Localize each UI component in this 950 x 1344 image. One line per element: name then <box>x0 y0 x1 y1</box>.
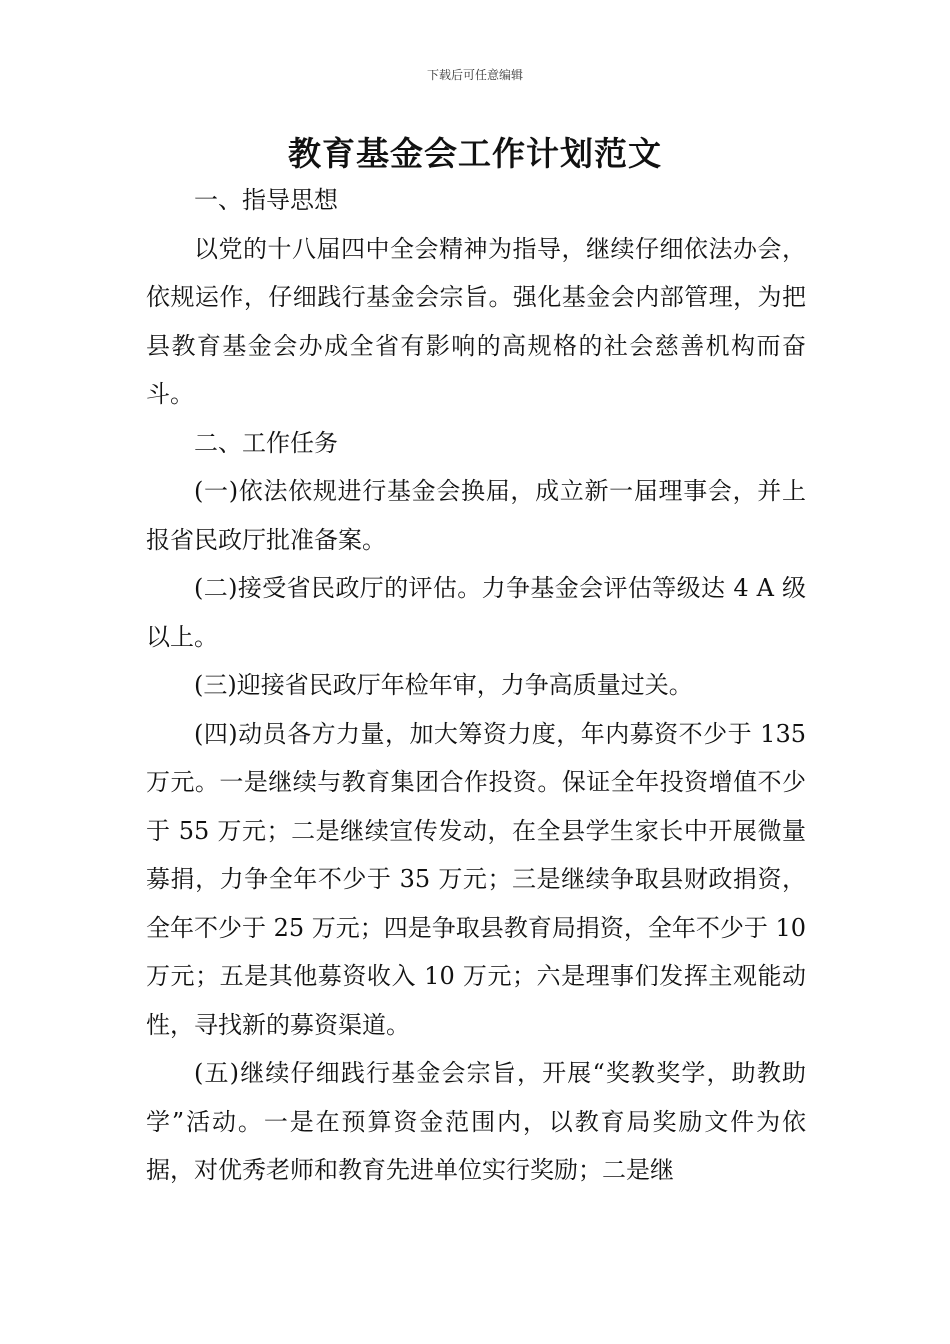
paragraph-task-3: (三)迎接省民政厅年检年审，力争高质量过关。 <box>194 671 693 699</box>
section-heading-guiding-ideology: 一、指导思想 <box>194 186 338 214</box>
document-body <box>146 176 806 1195</box>
paragraph-task-4: (四)动员各方力量，加大筹资力度，年内募资不少于 135 万元。一是继续与教育集团合作投资。保证全年投资增值不少于 55 万元；二是继续宣传发动，在全县学生家长中开展微量募捐，力争全年不少于 35 万元；三是继续争取县财政捐资，全年不少于 25 万元；四是争取县教育局捐资，全年不少于 10 万元；五是其他募资收入 10 万元；六是理事们发挥主观能动性，寻找新的募资渠道。 <box>146 719 806 1039</box>
header-note: 下载后可任意编辑 <box>426 68 523 82</box>
document-title: 教育基金会工作计划范文 <box>288 134 662 173</box>
section-heading-work-tasks: 二、工作任务 <box>194 428 338 457</box>
paragraph-task-1: (一)依法依规进行基金会换届，成立新一届理事会，并上报省民政厅批准备案。 <box>146 477 806 554</box>
paragraph-guiding-ideology: 以党的十八届四中全会精神为指导，继续仔细依法办会，依规运作，仔细践行基金会宗旨。强化基金会内部管理，为把县教育基金会办成全省有影响的高规格的社会慈善机构而奋斗。 <box>146 234 806 408</box>
paragraph-task-5: (五)继续仔细践行基金会宗旨，开展“奖教奖学，助教助学”活动。一是在预算资金范围内，以教育局奖励文件为依据，对优秀老师和教育先进单位实行奖励；二是继 <box>146 1059 806 1184</box>
paragraph-task-2: (二)接受省民政厅的评估。力争基金会评估等级达 4 A 级以上。 <box>146 574 806 651</box>
